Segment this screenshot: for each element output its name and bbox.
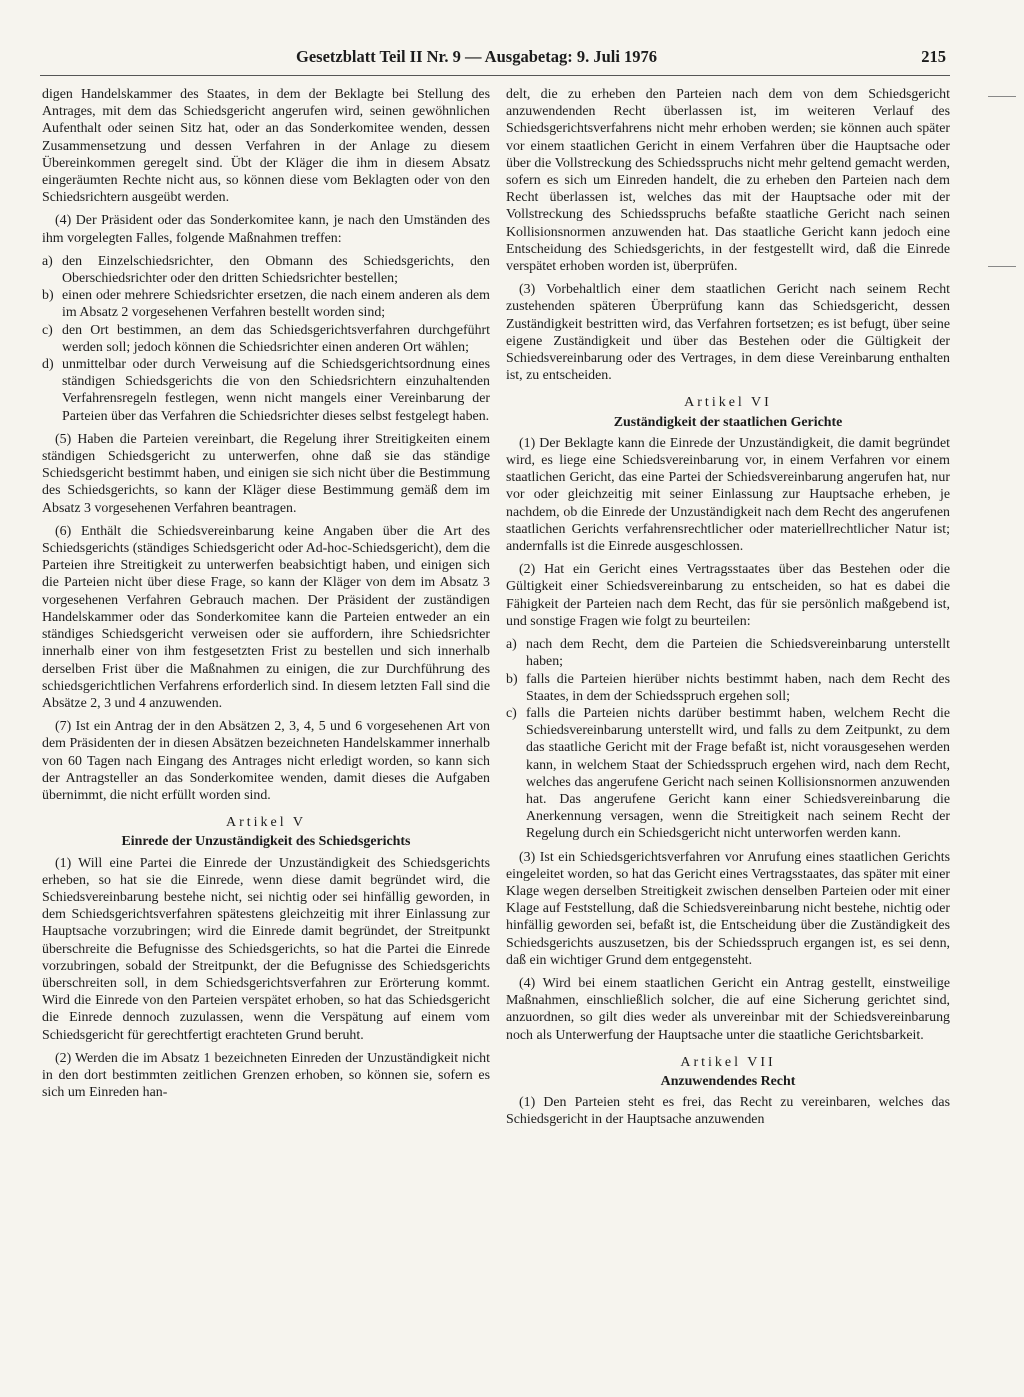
list-item xyxy=(506,671,950,705)
list-item-text: unmittelbar oder durch Verweisung auf die Schiedsgerichtsordnung eines ständigen Schiedsgerichts die von den Schiedsrichtern einzuhaltenden Verfahrensregeln festlegen, wenn nicht mangels einer Vereinbarung der Parteien über das Verfahren die Schiedsrichter dieses selbst festgelegt haben. xyxy=(62,357,490,424)
list-item-label: b) xyxy=(506,671,518,687)
article-5-paragraph-2: (2) Werden die im Absatz 1 bezeichneten Einreden der Unzuständigkeit nicht in den dort bestimmten zeitlichen Grenzen erhoben, so können sie, sofern es sich um Einreden han- xyxy=(42,1050,490,1101)
list-item xyxy=(506,705,950,843)
margin-mark xyxy=(988,96,1016,97)
header-title: Gesetzblatt Teil II Nr. 9 — Ausgabetag: 9. Juli 1976 xyxy=(296,47,658,66)
paragraph-3: (3) Vorbehaltlich einer dem staatlichen Gericht nach seinem Recht zustehenden späteren Überprüfung kann das Schiedsgericht, dessen Zuständigkeit bestritten wird, das Verfahren fortsetzen; es ist befugt, über seine eigene Zuständigkeit und über das Bestehen oder die Gültigkeit der Schiedsvereinbarung oder des Vertrages, in dem diese Vereinbarung enthalten ist, zu entscheiden. xyxy=(506,282,950,384)
page-header xyxy=(296,47,946,69)
list-item-label: c) xyxy=(42,322,53,338)
article-5-paragraph-1: (1) Will eine Partei die Einrede der Unzuständigkeit des Schiedsgerichts erheben, so hat sie die Einrede, wenn diese damit begründet wird, die Schiedsvereinbarung bestehe nicht, sei nichtig oder sei hinfällig geworden, in dem Schiedsgerichtsverfahren spätestens gleichzeitig mit ihrer Einlassung zur Hauptsache vorzubringen; wird die Einrede damit begründet, der Streitpunkt überschreite die Befugnisse des Schiedsgerichts, so hat die Partei die Einrede vorzubringen, sobald der Streitpunkt, der die Befugnisse des Schiedsgerichts überschreiten soll, in dem Schiedsgerichtsverfahren zur Erörterung kommt. Wird die Einrede von den Parteien verspätet erhoben, so hat das Schiedsgericht die Einrede dennoch zuzulassen, wenn die Verspätung auf einem vom Schiedsgericht für gerechtfertigt erachteten Grund beruht. xyxy=(42,855,490,1043)
list-item-text: nach dem Recht, dem die Parteien die Schiedsvereinbarung unterstellt haben; xyxy=(526,637,950,670)
right-column xyxy=(506,86,950,1135)
list-item-label: d) xyxy=(42,357,54,373)
paragraph-4: (4) Der Präsident oder das Sonderkomitee kann, je nach den Umständen des ihm vorgelegten Falles, folgende Maßnahmen treffen: xyxy=(42,213,490,246)
left-column xyxy=(42,86,490,1107)
header-divider xyxy=(40,75,950,76)
list-item xyxy=(42,253,490,287)
page-number: 215 xyxy=(921,47,946,66)
list-item xyxy=(42,356,490,425)
list-item-text: falls die Parteien hierüber nichts bestimmt haben, nach dem Recht des Staates, in dem der Schiedsspruch ergehen soll; xyxy=(526,671,950,704)
article-7-paragraph-1: (1) Den Parteien steht es frei, das Recht zu vereinbaren, welches das Schiedsgericht in der Hauptsache anzuwenden xyxy=(506,1095,950,1128)
paragraph-7: (7) Ist ein Antrag der in den Absätzen 2, 3, 4, 5 und 6 vorgesehenen Art von dem Präsidenten der in diesen Absätzen bezeichneten Handelskammer innerhalb von 60 Tagen nach Eingang des Antrages nicht erledigt worden, so kann sich der Antragsteller an das Sonderkomitee wenden, damit dieses die Aufgaben übernimmt, die nicht erfüllt worden sind. xyxy=(42,719,490,803)
margin-mark xyxy=(988,266,1016,267)
paragraph-continued: digen Handelskammer des Staates, in dem der Beklagte bei Stellung des Antrages, mit dem das Schiedsgericht angerufen wird, seinen gewöhnlichen Aufenthalt oder seinen Sitz hat, oder an das Sonderkomitee wenden, dessen Zusammensetzung und dessen Verfahren in der Anlage zu diesem Übereinkommen geregelt sind. Übt der Kläger die ihm in diesem Absatz eingeräumten Rechte nicht aus, so können diese vom Beklagten oder von den Schiedsrichtern ausgeübt werden. xyxy=(42,87,490,206)
list-item-label: c) xyxy=(506,705,517,721)
list-item xyxy=(42,287,490,321)
paragraph-6: (6) Enthält die Schiedsvereinbarung keine Angaben über die Art des Schiedsgerichts (ständiges Schiedsgericht oder Ad-hoc-Schiedsgericht), dem die Parteien ihre Streitigkeit zu unterwerfen beabsichtigt haben, und einigen sich die Parteien nicht über diese Frage, so kann der Kläger von dem im Absatz 3 vorgesehenen Verfahren Gebrauch machen. Der Präsident der zuständigen Handelskammer oder das Sonderkomitee kann die Parteien entweder an ein ständiges Schiedsgericht verweisen oder sie auffordern, ihre Schiedsrichter innerhalb einer von ihm festgesetzten Frist zu bestellen und sich innerhalb derselben Frist über die Maßnahmen zu einigen, die zur Durchführung des schiedsgerichtlichen Verfahrens erforderlich sind. In diesem letzten Fall sind die Absätze 2, 3 und 4 anzuwenden. xyxy=(42,523,490,711)
article-7-heading: Artikel VII xyxy=(680,1054,776,1070)
article-6-paragraph-2: (2) Hat ein Gericht eines Vertragsstaates über das Bestehen oder die Gültigkeit einer Schiedsvereinbarung zu entscheiden, so hat es dabei die Fähigkeit der Parteien nach dem Recht, das für sie persönlich maßgebend ist, und sonstige Fragen wie folgt zu beurteilen: xyxy=(506,562,950,629)
article-6-heading: Artikel VI xyxy=(684,395,772,411)
list-item-text: falls die Parteien nichts darüber bestimmt haben, welchem Recht die Schiedsvereinbarung unterstellt wird, und falls zu dem Zeitpunkt, zu dem das staatliche Gericht mit der Frage befaßt ist, nicht vorausgesehen werden kann, in welchem Staat der Schiedsspruch ergehen wird, nach dem Recht, welches das angerufene Gericht nach seinen Kollisionsnormen anzuwenden hat. Das angerufene Gericht kann einer Schiedsvereinbarung die Anerkennung versagen, wenn die Streitigkeit nach seinem Recht der Regelung durch ein Schiedsgericht nicht unterworfen werden kann. xyxy=(526,705,950,842)
paragraph-continued: delt, die zu erheben den Parteien nach dem von dem Schiedsgericht anzuwendenden Recht überlassen ist, im weiteren Verlauf des Schiedsgerichtsverfahrens nicht mehr erhoben werden; sie können auch später vor einem staatlichen Gericht in einem Verfahren über die Hauptsache oder über die Vollstreckung des Schiedsspruchs nicht mehr geltend gemacht werden, sofern es sich um Einreden handelt, die zu erheben den Parteien nach dem Recht überlassen ist, welches das mit der Hauptsache oder mit der Vollstreckung des Schiedsspruchs befaßte staatliche Gericht nach seinen Kollisionsnormen anzuwenden hat. Das staatliche Gericht kann jedoch eine Entscheidung des Schiedsgerichts, in der festgestellt wird, daß die Einrede verspätet erhoben worden ist, überprüfen. xyxy=(506,87,950,275)
list-item-label: a) xyxy=(42,253,53,269)
list-item xyxy=(506,636,950,670)
list-item-text: einen oder mehrere Schiedsrichter ersetzen, die nach einem anderen als dem im Absatz 2 vorgesehenen Verfahren bestellt worden sind; xyxy=(62,288,490,321)
paragraph-5: (5) Haben die Parteien vereinbart, die Regelung ihrer Streitigkeiten einem ständigen Schiedsgericht zu unterwerfen, ohne daß sie das ständige Schiedsgericht bestimmt haben, und einigen sie sich nicht über die Bestimmung des Schiedsgerichts, so kann der Kläger diese Bestimmung gemäß dem im Absatz 3 vorgesehenen Verfahren beantragen. xyxy=(42,431,490,516)
list-item-text: den Ort bestimmen, an dem das Schiedsgerichtsverfahren durchgeführt werden soll; jedoch können die Schiedsrichter einen anderen Ort wählen; xyxy=(62,322,490,355)
article-7-title: Anzuwendendes Recht xyxy=(660,1073,796,1089)
article-5-heading: Artikel V xyxy=(225,815,306,831)
list-item-text: den Einzelschiedsrichter, den Obmann des Schiedsgerichts, den Oberschiedsrichter oder den dritten Schiedsrichter bestellen; xyxy=(62,253,490,287)
article-6-paragraph-3: (3) Ist ein Schiedsgerichtsverfahren vor Anrufung eines staatlichen Gerichts eingeleitet worden, so hat das Gericht eines Vertragsstaates, das später mit einer Klage wegen derselben Streitigkeit zwischen denselben Parteien oder mit einer Klage auf Feststellung, daß die Schiedsvereinbarung nicht bestehe, nichtig oder hinfällig geworden sei, befaßt ist, die Entscheidung über die Zuständigkeit des Schiedsgerichts auszusetzen, bis der Schiedsspruch ergangen ist, es sei denn, daß ein wichtiger Grund dem entgegensteht. xyxy=(506,849,950,968)
article-6-paragraph-4: (4) Wird bei einem staatlichen Gericht ein Antrag gestellt, einstweilige Maßnahmen, einschließlich solcher, die auf eine Sicherung gerichtet sind, anzuordnen, so gilt dies weder als unvereinbar mit der Schiedsvereinbarung noch als Unterwerfung der Hauptsache unter die staatliche Gerichtsbarkeit. xyxy=(506,975,950,1043)
criteria-list xyxy=(506,636,950,842)
list-item-label: a) xyxy=(506,637,517,653)
list-item xyxy=(42,322,490,356)
article-5-title: Einrede der Unzuständigkeit des Schiedsgerichts xyxy=(121,834,411,850)
article-6-paragraph-1: (1) Der Beklagte kann die Einrede der Unzuständigkeit, die damit begründet wird, es liege eine Schiedsvereinbarung vor, in einem Verfahren vor einem staatlichen Gericht, das eine Partei der Schiedsvereinbarung angerufen hat, nur vor oder gleichzeitig mit seiner Einlassung zur Hauptsache erheben, je nachdem, ob die Einrede der Unzuständigkeit nach dem Recht des angerufenen staatlichen Gerichts verfahrensrechtlicher oder materiellrechtlicher Natur ist; andernfalls ist die Einrede ausgeschlossen. xyxy=(506,435,950,555)
article-6-title: Zuständigkeit der staatlichen Gerichte xyxy=(613,414,843,430)
measures-list xyxy=(42,253,490,425)
list-item-label: b) xyxy=(42,288,54,304)
